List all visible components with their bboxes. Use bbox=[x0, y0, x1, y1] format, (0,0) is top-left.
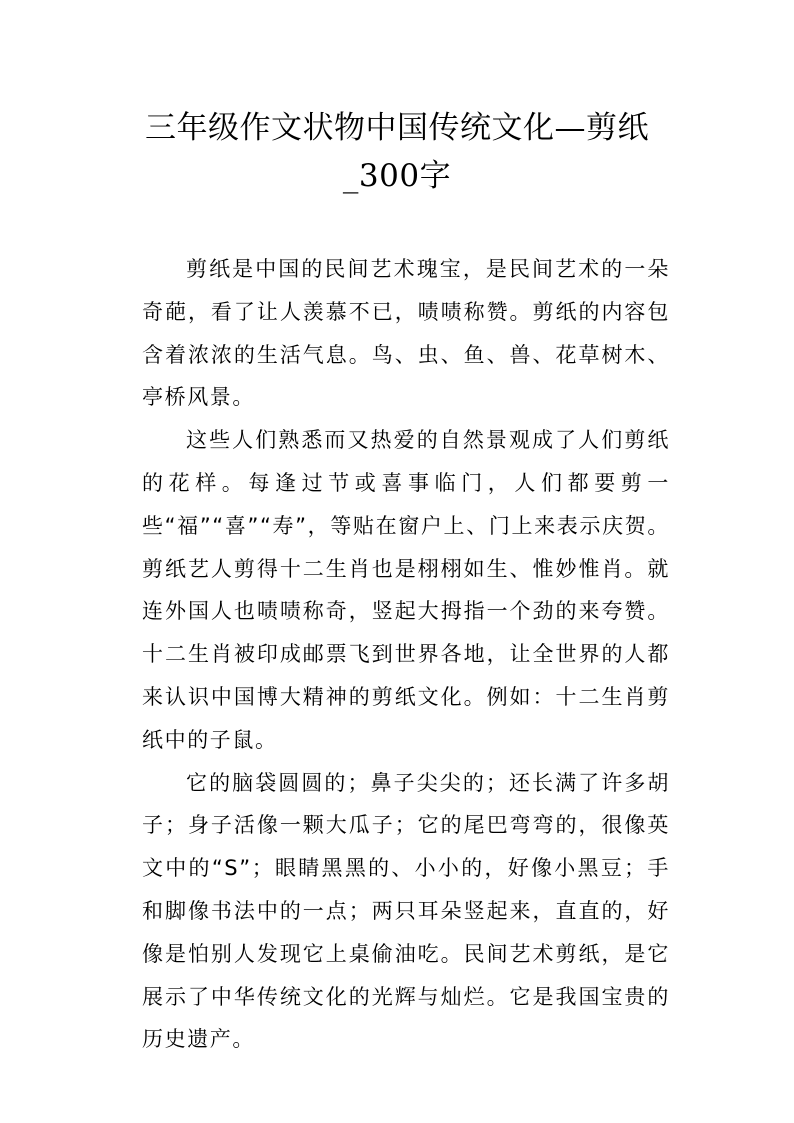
paragraph-1: 剪纸是中国的民间艺术瑰宝，是民间艺术的一朵奇葩，看了让人羡慕不已，啧啧称赞。剪纸的内容包含着浓浓的生活气息。鸟、虫、鱼、兽、花草树木、亭桥风景。 bbox=[142, 257, 670, 410]
paragraph-2: 这些人们熟悉而又热爱的自然景观成了人们剪纸的花样。每逢过节或喜事临门，人们都要剪一些“福”“喜”“寿”，等贴在窗户上、门上来表示庆贺。剪纸艺人剪得十二生肖也是栩栩如生、惟妙惟肖。就连外国人也啧啧称奇，竖起大拇指一个劲的来夸赞。十二生肖被印成邮票飞到世界各地，让全世界的人都来认识中国博大精神的剪纸文化。例如：十二生肖剪纸中的子鼠。 bbox=[142, 428, 670, 752]
document-body bbox=[142, 248, 670, 1061]
document-title bbox=[0, 104, 794, 200]
paragraph-3: 它的脑袋圆圆的；鼻子尖尖的；还长满了许多胡子；身子活像一颗大瓜子；它的尾巴弯弯的，很像英文中的“S”；眼睛黑黑的、小小的，好像小黑豆；手和脚像书法中的一点；两只耳朵竖起来，直直的，好像是怕别人发现它上桌偷油吃。民间艺术剪纸，是它展示了中华传统文化的光辉与灿烂。它是我国宝贵的历史遗产。 bbox=[142, 770, 670, 1052]
title-line-2: _300字 bbox=[342, 158, 452, 194]
title-line-1: 三年级作文状物中国传统文化—剪纸 bbox=[145, 110, 649, 146]
